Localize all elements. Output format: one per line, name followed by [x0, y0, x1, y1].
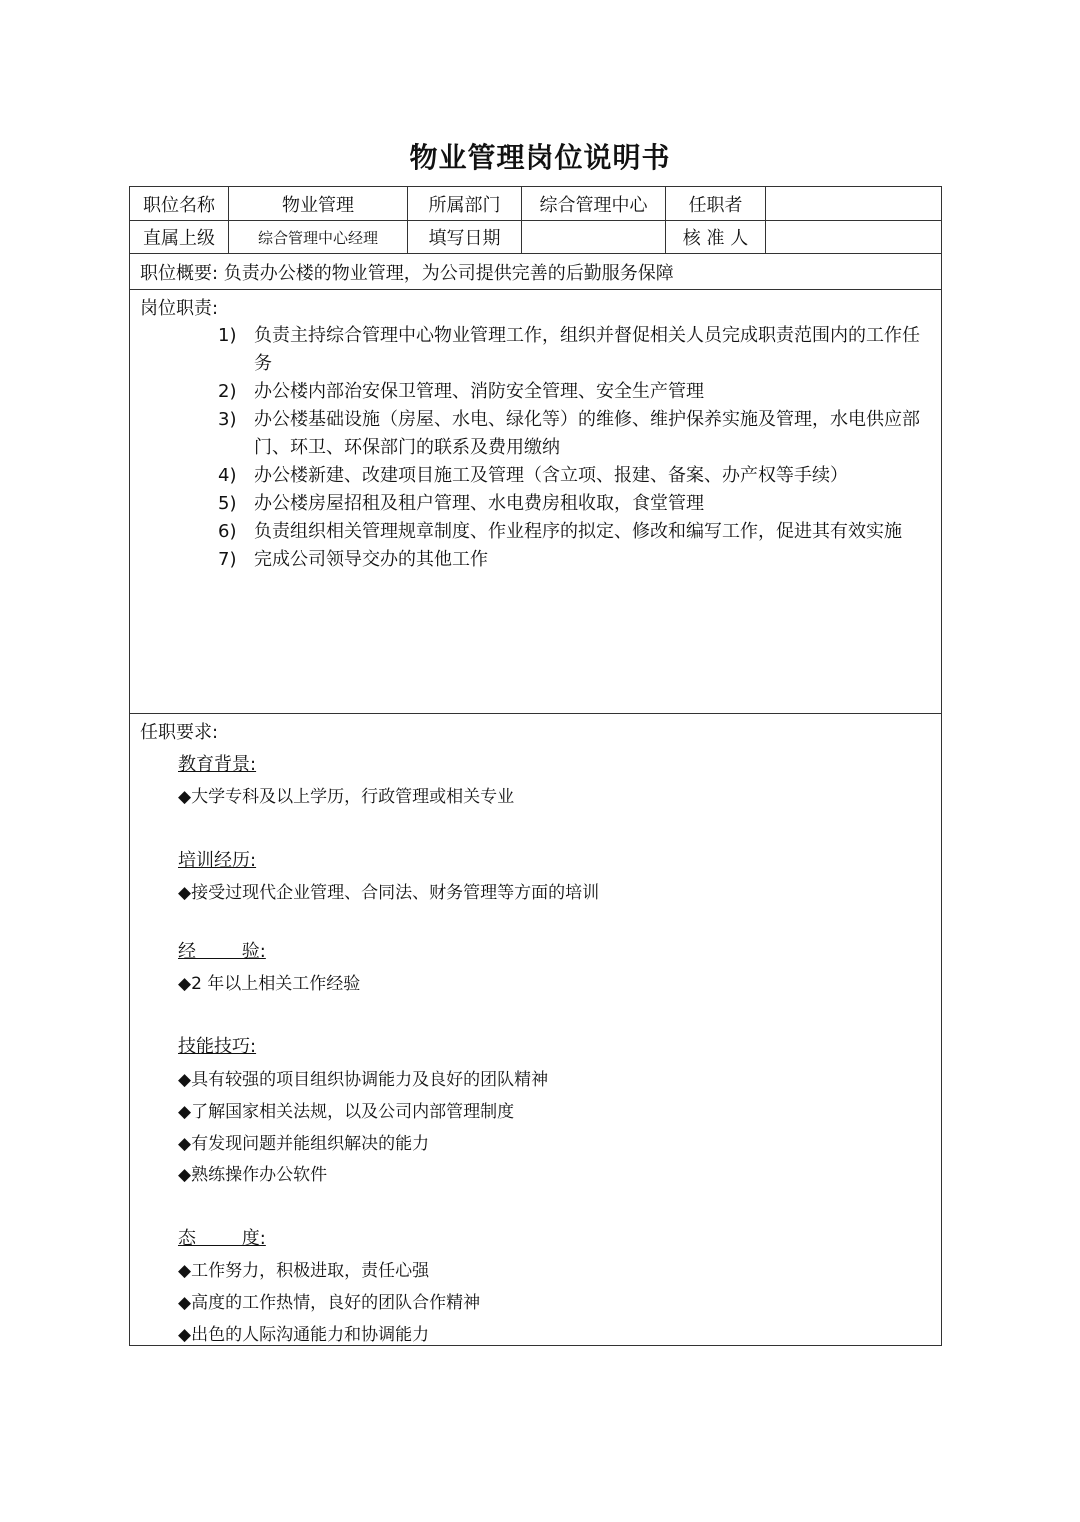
requirements-section — [130, 714, 941, 1344]
experience-heading: 经 验: — [178, 941, 266, 962]
attitude-heading: 态 度: — [178, 1228, 266, 1249]
position-name-value: 物业管理 — [229, 187, 408, 220]
job-description-table — [129, 186, 942, 1346]
header-row-1 — [130, 187, 941, 221]
fill-date-label: 填写日期 — [408, 221, 522, 253]
approver-label: 核 准 人 — [666, 221, 766, 253]
duty-text: 负责主持综合管理中心物业管理工作，组织并督促相关人员完成职责范围内的工作任务 — [254, 325, 920, 374]
department-value: 综合管理中心 — [522, 187, 666, 220]
duty-text: 办公楼内部治安保卫管理、消防安全管理、安全生产管理 — [254, 381, 704, 402]
holder-label: 任职者 — [666, 187, 766, 220]
skills-item: ◆熟练操作办公软件 — [178, 1165, 328, 1185]
duty-text: 办公楼新建、改建项目施工及管理（含立项、报建、备案、办产权等手续） — [254, 465, 848, 486]
attitude-item: ◆工作努力，积极进取，责任心强 — [178, 1261, 430, 1281]
superior-label: 直属上级 — [130, 221, 229, 253]
header-row-2 — [130, 221, 941, 254]
duty-number: 6) — [218, 521, 237, 542]
duty-text: 办公楼房屋招租及租户管理、水电费房租收取，食堂管理 — [254, 493, 704, 514]
holder-value — [766, 187, 942, 220]
attitude-item: ◆出色的人际沟通能力和协调能力 — [178, 1325, 430, 1345]
duty-text: 完成公司领导交办的其他工作 — [254, 549, 488, 570]
position-name-label: 职位名称 — [130, 187, 229, 220]
duty-number: 5) — [218, 493, 237, 514]
training-heading: 培训经历: — [178, 850, 257, 871]
duty-number: 1) — [218, 325, 237, 346]
attitude-item: ◆高度的工作热情，良好的团队合作精神 — [178, 1293, 481, 1313]
overview-row — [130, 254, 941, 290]
duty-number: 3) — [218, 409, 237, 430]
skills-item: ◆具有较强的项目组织协调能力及良好的团队精神 — [178, 1070, 549, 1090]
skills-heading: 技能技巧: — [178, 1036, 257, 1057]
skills-item: ◆了解国家相关法规，以及公司内部管理制度 — [178, 1102, 515, 1122]
experience-item: ◆2 年以上相关工作经验 — [178, 974, 361, 994]
document-title: 物业管理岗位说明书 — [409, 141, 671, 174]
department-label: 所属部门 — [408, 187, 522, 220]
position-overview: 职位概要: 负责办公楼的物业管理，为公司提供完善的后勤服务保障 — [140, 262, 674, 284]
duty-text: 办公楼基础设施（房屋、水电、绿化等）的维修、维护保养实施及管理，水电供应部门、环卫、环保部门的联系及费用缴纳 — [254, 409, 920, 458]
duties-section — [130, 290, 941, 714]
duty-number: 4) — [218, 465, 237, 486]
requirements-label: 任职要求: — [140, 722, 219, 743]
education-item: ◆大学专科及以上学历，行政管理或相关专业 — [178, 787, 515, 807]
approver-value — [766, 221, 942, 253]
training-item: ◆接受过现代企业管理、合同法、财务管理等方面的培训 — [178, 883, 600, 903]
superior-value: 综合管理中心经理 — [229, 221, 408, 253]
education-heading: 教育背景: — [178, 754, 257, 775]
duty-number: 7) — [218, 549, 237, 570]
duty-text: 负责组织相关管理规章制度、作业程序的拟定、修改和编写工作，促进其有效实施 — [254, 521, 902, 542]
duties-label: 岗位职责: — [140, 298, 219, 319]
fill-date-value — [522, 221, 666, 253]
duty-number: 2) — [218, 381, 237, 402]
skills-item: ◆有发现问题并能组织解决的能力 — [178, 1134, 430, 1154]
